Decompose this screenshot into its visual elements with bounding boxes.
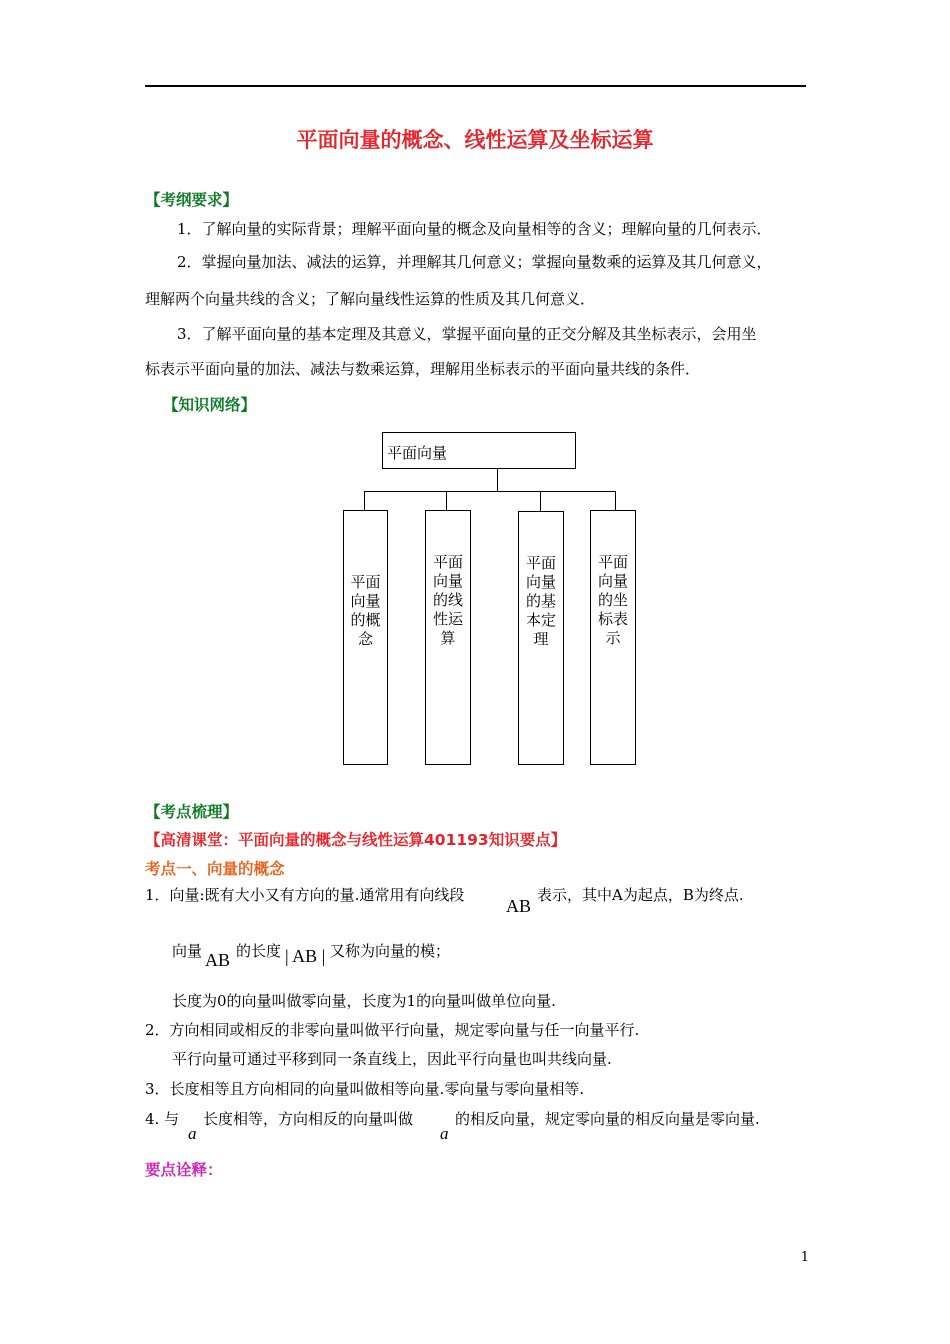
variable-a-2: a xyxy=(440,1124,449,1143)
variable-a-1: a xyxy=(188,1124,197,1143)
network-child-concept xyxy=(343,510,388,765)
requirement-item-3-line1: 3．了解平面向量的基本定理及其意义，掌握平面向量的正交分解及其坐标表示，会用坐 xyxy=(177,325,757,343)
requirement-item-1: 1．了解向量的实际背景；理解平面向量的概念及向量相等的含义；理解向量的几何表示． xyxy=(177,220,772,238)
review-heading: 【考点梳理】 xyxy=(145,803,239,821)
network-child-concept-label: 平面向量的概念 xyxy=(350,573,381,648)
paragraph-1-text: 1．向量:既有大小又有方向的量.通常用有向线段 xyxy=(145,886,465,904)
paragraph-4: 2．方向相同或相反的非零向量叫做平行向量，规定零向量与任一向量平行. xyxy=(145,1021,640,1039)
paragraph-7-start: 4. 与 xyxy=(145,1110,180,1128)
vector-ab-2: AB xyxy=(205,950,231,970)
paragraph-7-end: 的相反向量，规定零向量的相反向量是零向量. xyxy=(455,1110,760,1128)
paragraph-5: 平行向量可通过平移到同一条直线上，因此平行向量也叫共线向量. xyxy=(172,1050,612,1068)
network-child-coordinates xyxy=(590,510,636,765)
notes-heading: 要点诠释： xyxy=(145,1161,223,1179)
paragraph-3: 长度为0的向量叫做零向量，长度为1的向量叫做单位向量. xyxy=(172,992,556,1010)
connector-child-3 xyxy=(540,491,541,512)
network-child-basic-theorem xyxy=(518,511,564,765)
topic-1-heading: 考点一、向量的概念 xyxy=(145,860,285,878)
connector-horizontal xyxy=(364,491,616,492)
requirement-item-2-line2: 理解两个向量共线的含义；了解向量线性运算的性质及其几何意义． xyxy=(145,290,596,308)
paragraph-2-mid: 的长度 xyxy=(236,942,282,960)
network-child-coordinates-label: 平面向量的坐标表示 xyxy=(597,553,628,647)
vector-ab-magnitude: | AB | xyxy=(285,946,326,966)
header-rule xyxy=(145,85,806,87)
requirement-item-3-line2: 标表示平面向量的加法、减法与数乘运算，理解用坐标表示的平面向量共线的条件． xyxy=(145,360,701,378)
paragraph-6: 3．长度相等且方向相同的向量叫做相等向量.零向量与零向量相等. xyxy=(145,1080,585,1098)
requirement-item-2-line1: 2．掌握向量加法、减法的运算，并理解其几何意义；掌握向量数乘的运算及其几何意义， xyxy=(177,253,772,271)
paragraph-2-end: 又称为向量的模； xyxy=(330,942,451,960)
network-root-label: 平面向量 xyxy=(387,444,448,462)
network-root-box xyxy=(382,432,576,469)
connector-child-4 xyxy=(615,491,616,511)
hd-class-link[interactable]: 【高清课堂：平面向量的概念与线性运算401193知识要点】 xyxy=(145,831,567,849)
requirements-heading: 【考纲要求】 xyxy=(145,191,239,209)
page-number: 1 xyxy=(800,1250,809,1265)
paragraph-7-mid: 长度相等，方向相反的向量叫做 xyxy=(203,1110,414,1128)
vector-ab-1: AB xyxy=(506,896,532,916)
paragraph-1-tail: 表示，其中A为起点，B为终点. xyxy=(537,886,744,904)
network-child-linear-ops xyxy=(425,510,471,765)
network-child-linear-ops-label: 平面向量的线性运算 xyxy=(432,553,463,647)
connector-child-2 xyxy=(446,491,447,511)
page-title: 平面向量的概念、线性运算及坐标运算 xyxy=(296,128,654,152)
paragraph-2-start: 向量 xyxy=(172,942,203,960)
connector-root xyxy=(497,469,498,492)
network-child-basic-theorem-label: 平面向量的基本定理 xyxy=(525,554,556,648)
network-heading: 【知识网络】 xyxy=(163,396,257,414)
connector-child-1 xyxy=(364,491,365,511)
